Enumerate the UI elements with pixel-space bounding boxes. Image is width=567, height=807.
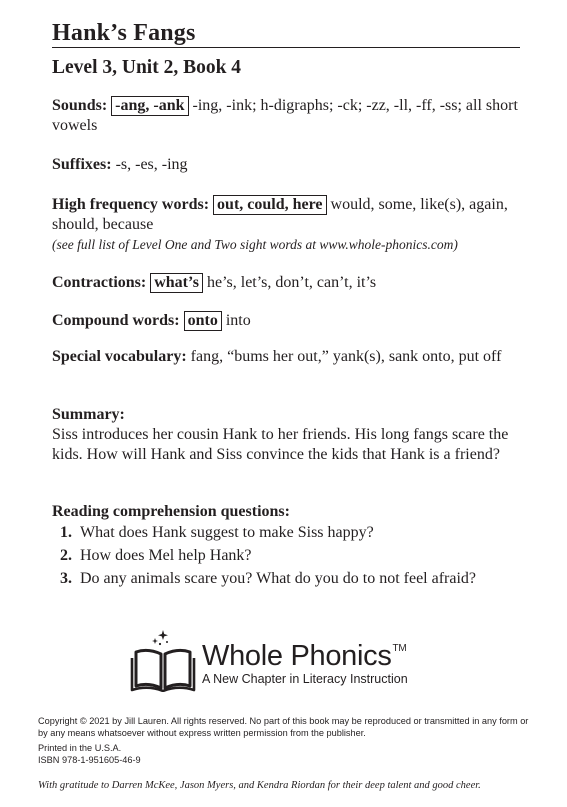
hfw-boxed: out, could, here [213,195,326,215]
trademark-mark: TM [392,643,407,654]
contractions-text: he’s, let’s, don’t, can’t, it’s [202,274,377,291]
compound-label: Compound words: [52,312,180,329]
suffixes-text: -s, -es, -ing [111,156,188,173]
vocab-label: Special vocabulary: [52,348,187,365]
suffixes-label: Suffixes: [52,156,112,173]
questions-list [60,523,520,592]
sounds-boxed: -ang, -ank [111,96,188,116]
brand-text: Whole Phonics [202,640,392,672]
summary-text: Siss introduces her cousin Hank to her friends. His long fangs scare the kids. How will Hank and Siss convince the kids that Hank is a friend? [52,426,509,463]
question-text: Do any animals scare you? What do you do to not feel afraid? [80,570,477,587]
sounds-text: -ing, -ink; h-digraphs; -ck; -zz, -ll, -ff, -ss; all short vowels [52,97,518,134]
question-number: 3. [60,570,72,587]
summary-label: Summary: [52,406,125,423]
sounds-label: Sounds: [52,97,108,114]
question-item [60,523,520,543]
hfw-section [52,195,522,255]
sounds-section [52,96,522,136]
suffixes-section [52,155,522,175]
question-item [60,569,480,589]
questions-label: Reading comprehension questions: [52,503,290,520]
book-subtitle: Level 3, Unit 2, Book 4 [52,57,242,78]
hfw-note: (see full list of Level One and Two sight words at www.whole-phonics.com) [52,237,458,252]
question-item [60,546,520,566]
isbn: ISBN 978-1-951605-46-9 [38,755,141,765]
hfw-text: would, some, like(s), again, should, because [52,196,508,233]
summary-section [52,405,522,465]
vocab-text: fang, “bums her out,” yank(s), sank onto, put off [186,348,502,365]
compound-text: into [221,312,251,329]
copyright-notice: Copyright © 2021 by Jill Lauren. All rights reserved. No part of this book may be reproduced or transmitted in any form or by any means whatsoever without express written permission from the publisher. [38,716,529,738]
compound-section [52,311,522,331]
gratitude-note: With gratitude to Darren McKee, Jason Myers, and Kendra Riordan for their deep talent and good cheer. [38,780,481,791]
whole-phonics-logo [130,628,440,692]
contractions-section [52,273,522,293]
open-book-sparkles-icon [130,628,196,692]
book-title: Hank’s Fangs [52,20,196,46]
printed-in: Printed in the U.S.A. [38,743,122,753]
contractions-label: Contractions: [52,274,147,291]
questions-heading [52,502,522,522]
contractions-boxed: what’s [150,273,203,293]
hfw-label: High frequency words: [52,196,210,213]
question-text: How does Mel help Hank? [80,547,252,564]
question-text: What does Hank suggest to make Siss happy? [80,524,374,541]
vocab-section [52,347,522,367]
question-number: 1. [60,524,72,541]
compound-boxed: onto [184,311,222,331]
brand-name [202,640,406,673]
brand-tagline: A New Chapter in Literacy Instruction [202,672,408,686]
title-divider [52,47,520,48]
question-number: 2. [60,547,72,564]
